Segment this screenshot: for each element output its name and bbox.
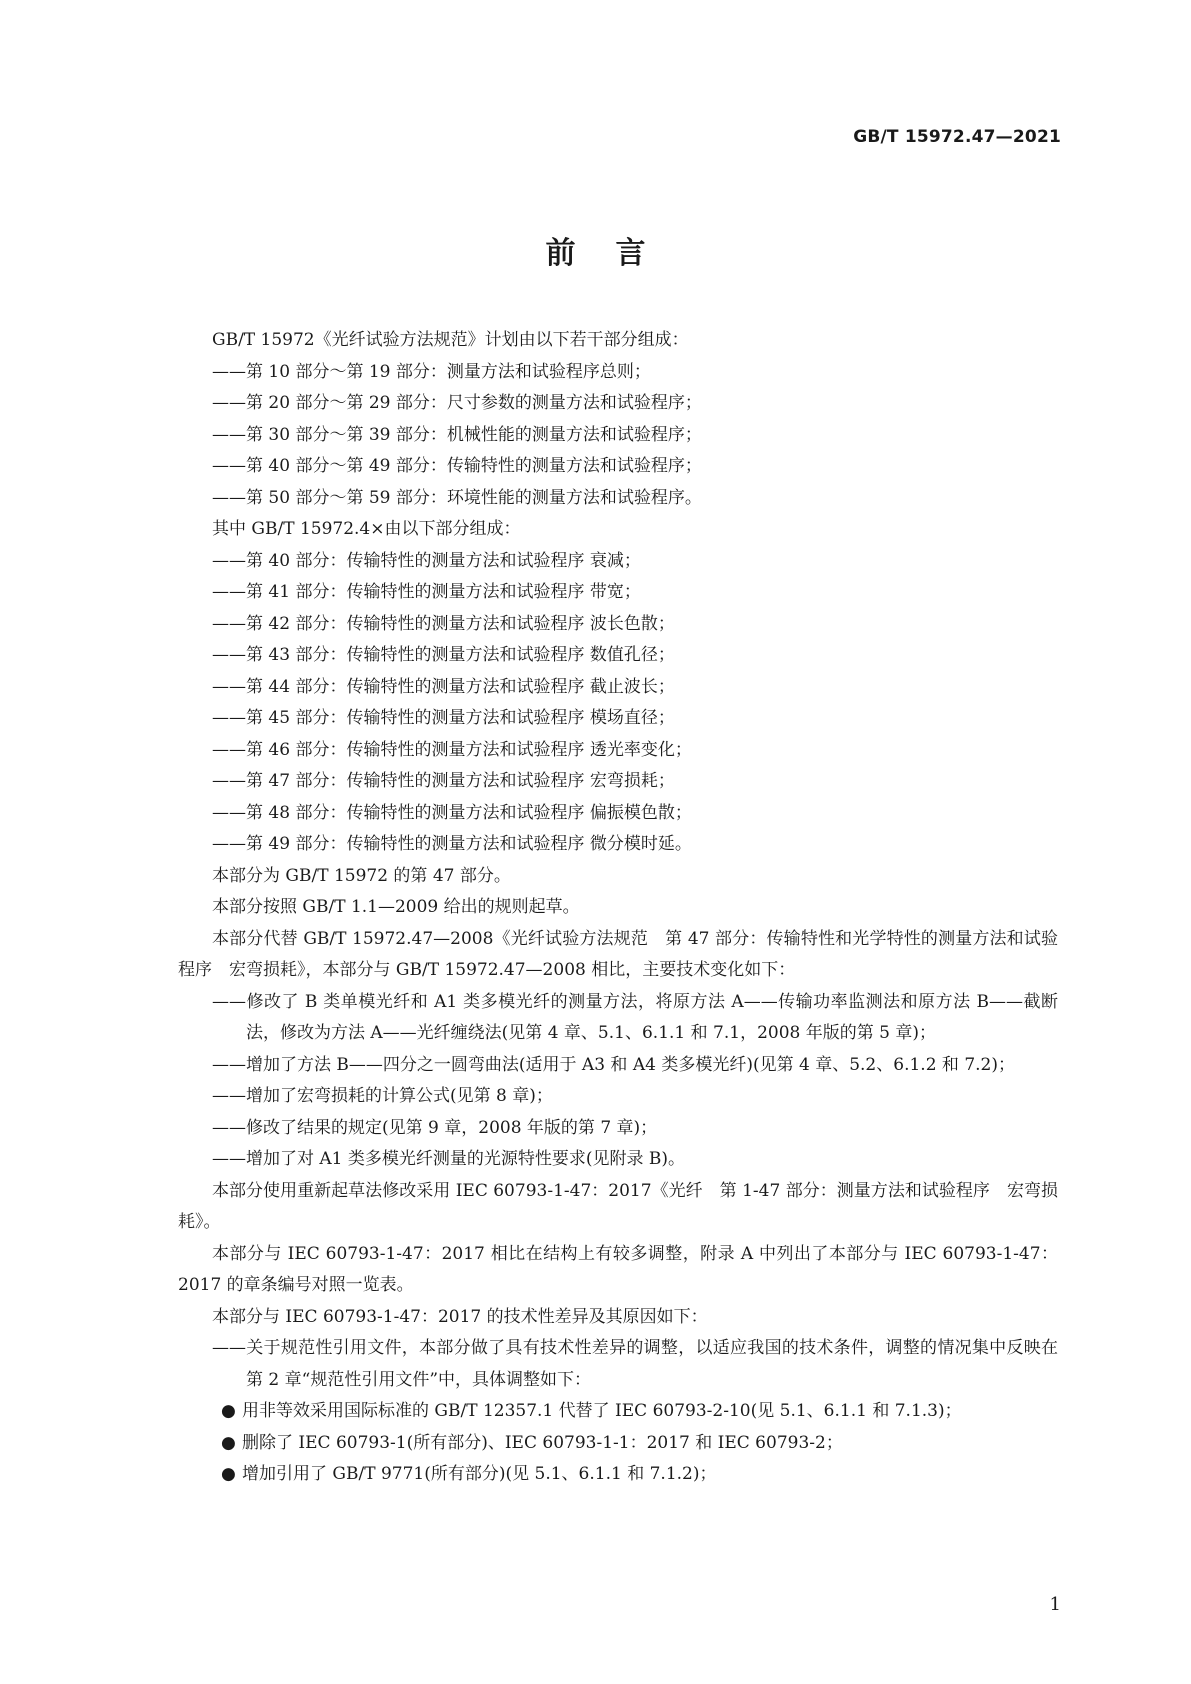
bullet-item: [178, 1459, 1058, 1491]
list-item: ——第 45 部分：传输特性的测量方法和试验程序 模场直径；: [212, 708, 675, 728]
bullet-item: [178, 1428, 1058, 1460]
document-body: [178, 325, 1058, 1491]
list-item: ——第 30 部分～第 39 部分：机械性能的测量方法和试验程序；: [212, 424, 702, 445]
bullet-text: 删除了 IEC 60793-1(所有部分)、IEC 60793-1-1：2017 和 IEC 60793-2；: [242, 1432, 843, 1453]
bullet-text: 用非等效采用国际标准的 GB/T 12357.1 代替了 IEC 60793-2-10(见 5.1、6.1.1 和 7.1.3)；: [242, 1401, 962, 1421]
change-item: ——修改了结果的规定(见第 9 章，2008 年版的第 7 章)；: [212, 1117, 658, 1138]
change-item: ——增加了方法 B——四分之一圆弯曲法(适用于 A3 和 A4 类多模光纤)(见第 4 章、5.2、6.1.2 和 7.2)；: [212, 1054, 1015, 1075]
list-item: ——第 46 部分：传输特性的测量方法和试验程序 透光率变化；: [212, 739, 692, 760]
intro-paragraph: GB/T 15972《光纤试验方法规范》计划由以下若干部分组成：: [212, 330, 689, 350]
list-item: ——第 41 部分：传输特性的测量方法和试验程序 带宽；: [212, 582, 641, 602]
bullet-dot-icon: ●: [221, 1432, 236, 1453]
bullet-text: 增加引用了 GB/T 9771(所有部分)(见 5.1、6.1.1 和 7.1.2)；: [242, 1464, 717, 1484]
bullet-item: [178, 1396, 1058, 1428]
part-of-paragraph: 本部分为 GB/T 15972 的第 47 部分。: [212, 865, 511, 886]
page-title: 前言: [545, 236, 686, 271]
sub-intro-paragraph: 其中 GB/T 15972.4×由以下部分组成：: [212, 519, 521, 539]
list-item: ——第 47 部分：传输特性的测量方法和试验程序 宏弯损耗；: [212, 771, 675, 791]
drafting-rules-paragraph: 本部分按照 GB/T 1.1—2009 给出的规则起草。: [212, 897, 580, 917]
list-item: ——第 20 部分～第 29 部分：尺寸参数的测量方法和试验程序；: [212, 393, 702, 413]
list-item: ——第 49 部分：传输特性的测量方法和试验程序 微分模时延。: [212, 834, 692, 854]
list-item: ——第 43 部分：传输特性的测量方法和试验程序 数值孔径；: [212, 645, 675, 665]
structure-paragraph: 本部分与 IEC 60793-1-47：2017 相比在结构上有较多调整，附录 A 中列出了本部分与 IEC 60793-1-47：2017 的章条编号对照一览表。: [178, 1243, 1058, 1295]
list-item: ——第 44 部分：传输特性的测量方法和试验程序 截止波长；: [212, 676, 675, 697]
page-number: 1: [1049, 1594, 1061, 1615]
change-item: ——增加了宏弯损耗的计算公式(见第 8 章)；: [212, 1086, 553, 1106]
replaces-paragraph: 本部分代替 GB/T 15972.47—2008《光纤试验方法规范 第 47 部分：传输特性和光学特性的测量方法和试验程序 宏弯损耗》，本部分与 GB/T 15972.47—2008 相比，主要技术变化如下：: [178, 928, 1058, 980]
list-item: ——第 48 部分：传输特性的测量方法和试验程序 偏振模色散；: [212, 802, 692, 823]
list-item: ——第 50 部分～第 59 部分：环境性能的测量方法和试验程序。: [212, 487, 702, 508]
adoption-paragraph: 本部分使用重新起草法修改采用 IEC 60793-1-47：2017《光纤 第 1-47 部分：测量方法和试验程序 宏弯损耗》。: [178, 1180, 1058, 1232]
change-item: ——增加了对 A1 类多模光纤测量的光源特性要求(见附录 B)。: [212, 1149, 686, 1169]
list-item: ——第 40 部分：传输特性的测量方法和试验程序 衰减；: [212, 550, 641, 571]
standard-number: GB/T 15972.47—2021: [853, 127, 1061, 147]
list-item: ——第 10 部分～第 19 部分：测量方法和试验程序总则；: [212, 361, 651, 382]
bullet-dot-icon: ●: [221, 1464, 236, 1484]
bullet-dot-icon: ●: [221, 1401, 236, 1421]
list-item: ——第 42 部分：传输特性的测量方法和试验程序 波长色散；: [212, 613, 675, 634]
change-item: ——修改了 B 类单模光纤和 A1 类多模光纤的测量方法，将原方法 A——传输功率监测法和原方法 B——截断法，修改为方法 A——光纤缠绕法(见第 4 章、5.1、6.1.1 和 7.1，2008 年版的第 5 章)；: [212, 991, 1058, 1043]
list-item: ——第 40 部分～第 49 部分：传输特性的测量方法和试验程序；: [212, 456, 702, 476]
difference-item: ——关于规范性引用文件，本部分做了具有技术性差异的调整，以适应我国的技术条件，调整的情况集中反映在第 2 章“规范性引用文件”中，具体调整如下：: [212, 1338, 1058, 1390]
technical-differences-paragraph: 本部分与 IEC 60793-1-47：2017 的技术性差异及其原因如下：: [212, 1306, 708, 1327]
